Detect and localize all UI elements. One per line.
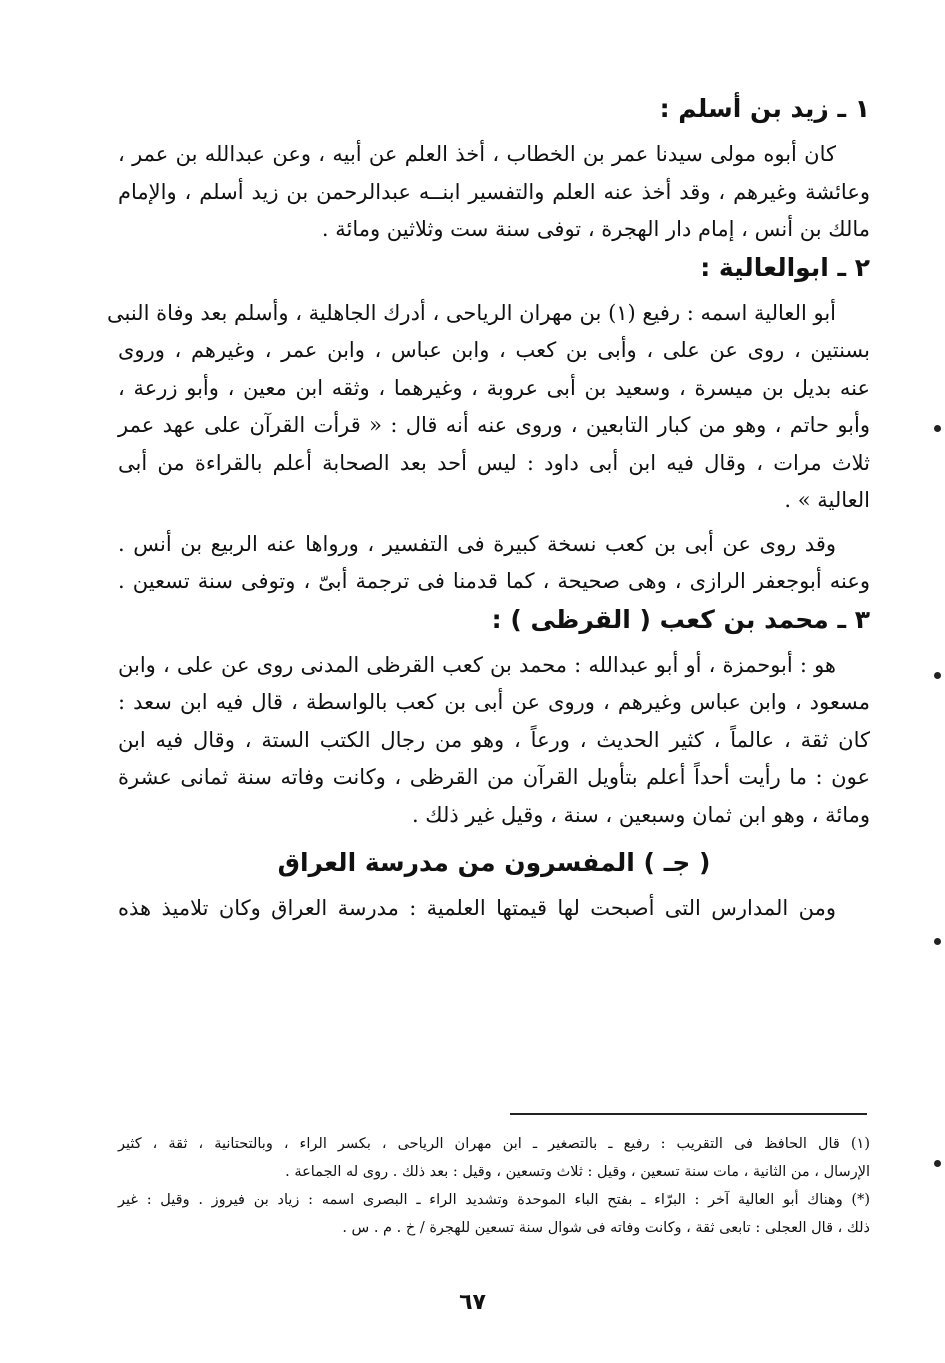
text-line: وعائشة وغيرهم ، وقد أخذ عنه العلم والتفسير ابنــه عبدالرحمن بن زيد أسلم ، والإمام [118, 179, 870, 204]
text-line: العالية » . [784, 488, 870, 512]
page-number: ٦٧ [459, 1290, 486, 1315]
text-line: ومن المدارس التى أصبحت لها قيمتها العلمية : مدرسة العراق وكان تلاميذ هذه [118, 896, 836, 920]
text-line: وقد روى عن أبى بن كعب نسخة كبيرة فى التفسير ، ورواها عنه الربيع بن أنس . [118, 531, 836, 556]
page-body [107, 90, 870, 928]
text-line: كان أبوه مولى سيدنا عمر بن الخطاب ، أخذ العلم عن أبيه ، وعن عبدالله بن عمر ، [118, 142, 836, 166]
text-line: ومائة ، وهو ابن ثمان وسبعين ، سنة ، وقيل غير ذلك . [411, 802, 870, 827]
margin-mark [934, 425, 941, 432]
margin-mark [934, 672, 941, 679]
text-line: بسنتين ، روى عن على ، وأبى بن كعب ، وابن عباس ، وابن عمر ، وغيرهم ، وروى [118, 338, 870, 362]
footnote-line: (١) قال الحافظ فى التقريب : رفيع ـ بالتصغير ـ ابن مهران الرياحى ، بكسر الراء ، وبالتحتانية ، ثقة ، كثير [118, 1136, 870, 1152]
text-line: عون : ما رأيت أحداً أعلم بتأويل القرآن من القرظى ، وكانت وفاته سنة ثمانى عشرة [118, 765, 870, 789]
text-line: مالك بن أنس ، إمام دار الهجرة ، توفى سنة ست وثلاثين ومائة . [321, 217, 870, 241]
text-line: عنه بديل بن ميسرة ، وسعيد بن أبى عروبة ، وغيرهما ، وثقه ابن معين ، وأبو زرعة ، [118, 375, 870, 400]
footnote-line: (*) وهناك أبو العالية آخر : البرّاء ـ بفتح الباء الموحدة وتشديد الراء ـ البصرى اسمه : زياد بن فيروز . وقيل : غير [118, 1192, 870, 1208]
text-line: وأبو حاتم ، وهو من كبار التابعين ، وروى عنه أنه قال : « قرأت القرآن على عهد عمر [118, 413, 870, 437]
footnote-separator [510, 1113, 867, 1115]
footnote-line: الإرسال ، من الثانية ، مات سنة تسعين ، وقيل : ثلاث وتسعين ، وقيل : بعد ذلك . روى له الجماعة . [285, 1164, 870, 1180]
section-heading-muhammad-ibn-kaab: ٣ ـ محمد بن كعب ( القرظى ) : [491, 604, 870, 634]
text-line: وعنه أبوجعفر الرازى ، وهى صحيحة ، كما قدمنا فى ترجمة أبىّ ، وتوفى سنة تسعين . [118, 569, 870, 593]
margin-mark [934, 938, 941, 945]
text-line: أبو العالية اسمه : رفيع (١) بن مهران الرياحى ، أدرك الجاهلية ، وأسلم بعد وفاة النبى [107, 300, 836, 325]
text-line: مسعود ، وابن عباس وغيرهم ، وروى عن أبى بن كعب بالواسطة ، قال فيه ابن سعد : [118, 690, 870, 714]
text-line: ثلاث مرات ، وقال فيه ابن أبى داود : ليس أحد بعد الصحابة أعلم بالقراءة من أبى [118, 450, 870, 475]
section-heading-zaid: ١ ـ زيد بن أسلم : [659, 94, 870, 123]
section-heading-abul-aliya: ٢ ـ ابوالعالية : [700, 252, 870, 282]
subsection-heading-iraq-school: ( جـ ) المفسرون من مدرسة العراق [277, 848, 711, 877]
text-line: هو : أبوحمزة ، أو أبو عبدالله : محمد بن كعب القرظى المدنى روى عن على ، وابن [118, 652, 836, 677]
margin-mark [934, 1160, 941, 1167]
footnotes [118, 1130, 870, 1242]
text-line: كان ثقة ، عالماً ، كثير الحديث ، ورعاً ، وهو من رجال الكتب الستة ، وقال فيه ابن [118, 727, 870, 752]
footnote-line: ذلك ، قال العجلى : تابعى ثقة ، وكانت وفاته فى شوال سنة تسعين للهجرة / خ . م . س . [342, 1220, 870, 1236]
